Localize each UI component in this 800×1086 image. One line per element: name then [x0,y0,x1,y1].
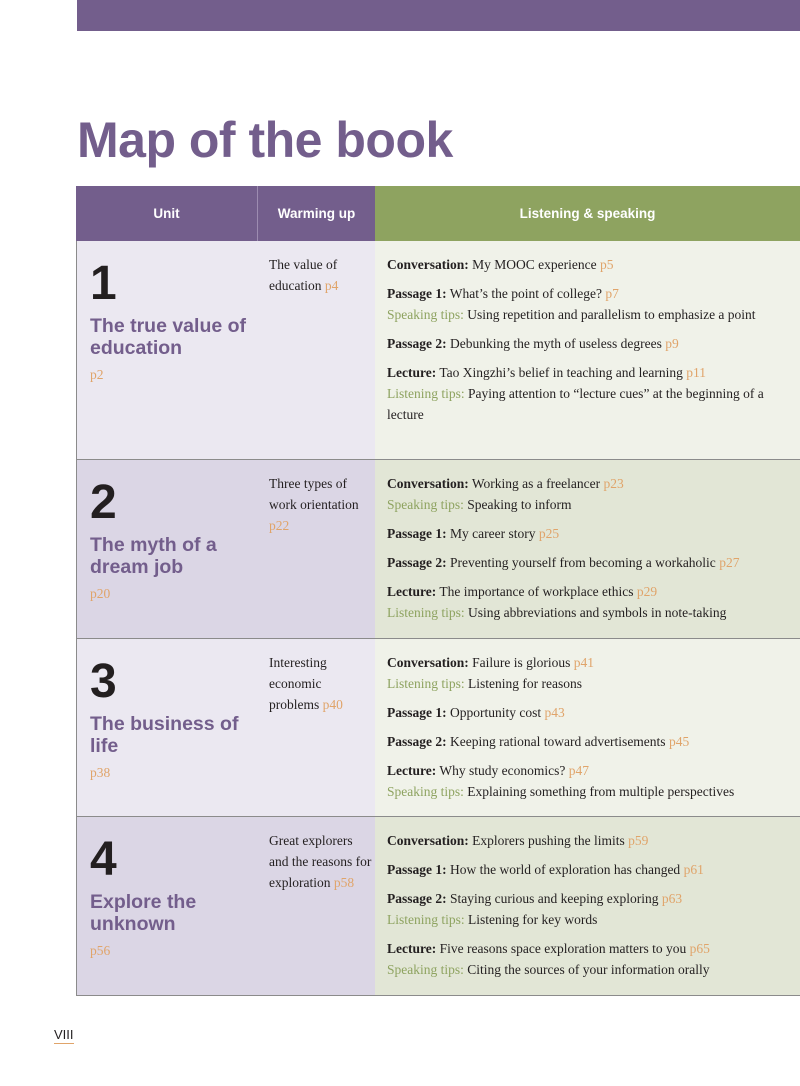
listening-speaking-list [387,652,797,810]
activity-text: Explaining something from multiple perspectives [467,784,735,799]
unit-page-ref: p56 [90,943,111,958]
header-listening-speaking: Listening & speaking [375,186,800,241]
activity-page-ref: p9 [665,336,679,351]
tips-label: Speaking tips: [387,497,464,512]
page-title: Map of the book [77,112,453,168]
activity-text: Five reasons space exploration matters to you [439,941,687,956]
activity-label: Conversation: [387,655,469,670]
activity-page-ref: p63 [661,891,683,906]
activity-line [387,888,797,909]
activity-text: Tao Xingzhi’s belief in teaching and learning [439,365,683,380]
activity-page-ref: p65 [689,941,710,956]
unit-number: 4 [90,833,117,886]
activity-group [387,938,797,980]
warming-up-text [269,830,373,893]
warming-up-topic: The value of education [269,257,338,293]
unit-title: The true value of education [90,315,247,359]
activity-line [387,602,797,623]
warming-up-topic: Great explorers and the reasons for exploration [269,833,372,890]
unit-title: The business of life [90,713,239,757]
unit-row-1 [76,241,800,460]
activity-page-ref: p29 [636,584,658,599]
warming-up-page-ref: p22 [269,518,290,533]
activity-line [387,304,797,325]
warming-up-cell [257,241,376,460]
warming-up-page-ref: p58 [333,875,355,890]
unit-cell [76,460,258,639]
tips-label: Listening tips: [387,386,465,401]
activity-group [387,362,797,425]
activity-page-ref: p41 [573,655,594,670]
activity-label: Passage 1: [387,286,447,301]
activity-line [387,938,797,959]
activity-line [387,523,797,544]
unit-number: 2 [90,476,117,529]
activity-label: Lecture: [387,941,437,956]
activity-line [387,830,797,851]
warming-up-page-ref: p40 [322,697,343,712]
activity-group [387,859,797,880]
activity-line [387,652,797,673]
activity-label: Passage 1: [387,705,447,720]
unit-cell [76,241,258,460]
unit-title: The myth of a dream job [90,534,217,578]
header-warming-up: Warming up [257,186,375,241]
activity-page-ref: p5 [599,257,614,272]
activity-text: Working as a freelancer [471,476,601,491]
activity-group [387,888,797,930]
activity-text: My career story [450,526,536,541]
activity-group [387,283,797,325]
activity-group [387,473,797,515]
listening-speaking-cell [375,460,800,639]
activity-page-ref: p47 [568,763,589,778]
activity-page-ref: p11 [686,365,706,380]
activity-text: Explorers pushing the limits [472,833,625,848]
unit-cell [76,817,258,996]
unit-row-3 [76,639,800,817]
activity-group [387,581,797,623]
header-unit: Unit [76,186,257,241]
activity-page-ref: p23 [603,476,624,491]
activity-page-ref: p25 [538,526,560,541]
listening-speaking-cell [375,639,800,817]
activity-page-ref: p7 [605,286,619,301]
tips-label: Listening tips: [387,605,465,620]
listening-speaking-list [387,830,797,988]
activity-line [387,731,797,752]
activity-label: Passage 2: [387,891,447,906]
activity-text: Failure is glorious [472,655,571,670]
activity-text: The importance of workplace ethics [439,584,634,599]
activity-text: Opportunity cost [450,705,542,720]
activity-label: Passage 2: [387,555,447,570]
unit-page-ref: p38 [90,765,111,780]
activity-text: Using abbreviations and symbols in note-taking [468,605,727,620]
warming-up-page-ref: p4 [324,278,339,293]
unit-page-ref: p20 [90,586,111,601]
listening-speaking-list [387,254,797,433]
activity-line [387,909,797,930]
activity-line [387,959,797,980]
activity-text: Keeping rational toward advertisements [450,734,666,749]
activity-label: Conversation: [387,257,469,272]
activity-group [387,523,797,544]
activity-text: Listening for key words [468,912,598,927]
warming-up-cell [257,460,376,639]
activity-line [387,552,797,573]
warming-up-text [269,254,373,296]
unit-page-ref: p2 [90,367,104,382]
activity-page-ref: p45 [668,734,690,749]
activity-line [387,333,797,354]
tips-label: Speaking tips: [387,307,464,322]
activity-label: Conversation: [387,833,469,848]
activity-group [387,552,797,573]
activity-group [387,652,797,694]
activity-group [387,254,797,275]
activity-line [387,702,797,723]
activity-text: Paying attention to “lecture cues” at the beginning of a lecture [387,386,764,422]
activity-text: Citing the sources of your information orally [467,962,710,977]
unit-title: Explore the unknown [90,891,197,935]
activity-label: Passage 1: [387,862,447,877]
top-color-band [77,0,800,31]
activity-label: Passage 1: [387,526,447,541]
warming-up-cell [257,639,376,817]
activity-text: Preventing yourself from becoming a workaholic [450,555,716,570]
tips-label: Listening tips: [387,912,465,927]
activity-line [387,254,797,275]
activity-text: Debunking the myth of useless degrees [450,336,662,351]
activity-group [387,333,797,354]
activity-group [387,731,797,752]
tips-label: Speaking tips: [387,784,464,799]
row-divider [76,995,800,996]
unit-cell [76,639,258,817]
activity-text: How the world of exploration has changed [450,862,681,877]
activity-page-ref: p59 [628,833,649,848]
activity-line [387,581,797,602]
warming-up-text [269,473,373,536]
listening-speaking-cell [375,817,800,996]
activity-line [387,283,797,304]
activity-label: Conversation: [387,476,469,491]
activity-line [387,673,797,694]
activity-text: Listening for reasons [468,676,582,691]
activity-line [387,760,797,781]
unit-number: 3 [90,655,117,708]
listening-speaking-cell [375,241,800,460]
activity-page-ref: p61 [683,862,704,877]
warming-up-topic: Three types of work orientation [269,476,359,512]
map-table [76,186,800,996]
activity-label: Lecture: [387,763,437,778]
activity-group [387,760,797,802]
activity-line [387,781,797,802]
page-number: VIII [54,1027,74,1042]
activity-text: My MOOC experience [472,257,597,272]
activity-group [387,702,797,723]
activity-text: Speaking to inform [467,497,572,512]
listening-speaking-list [387,473,797,631]
activity-label: Lecture: [387,365,437,380]
activity-line [387,859,797,880]
warming-up-cell [257,817,376,996]
unit-row-4 [76,817,800,996]
tips-label: Speaking tips: [387,962,464,977]
activity-page-ref: p43 [544,705,565,720]
activity-text: Using repetition and parallelism to emphasize a point [467,307,756,322]
activity-label: Lecture: [387,584,437,599]
activity-text: Staying curious and keeping exploring [450,891,659,906]
activity-label: Passage 2: [387,734,447,749]
activity-line [387,362,797,383]
activity-line [387,494,797,515]
activity-line [387,473,797,494]
warming-up-text [269,652,373,715]
unit-number: 1 [90,257,117,310]
activity-page-ref: p27 [719,555,740,570]
tips-label: Listening tips: [387,676,465,691]
activity-line [387,383,797,425]
unit-row-2 [76,460,800,639]
activity-text: What’s the point of college? [449,286,602,301]
activity-label: Passage 2: [387,336,447,351]
activity-text: Why study economics? [439,763,566,778]
activity-group [387,830,797,851]
warming-up-topic: Interesting economic problems [269,655,327,712]
